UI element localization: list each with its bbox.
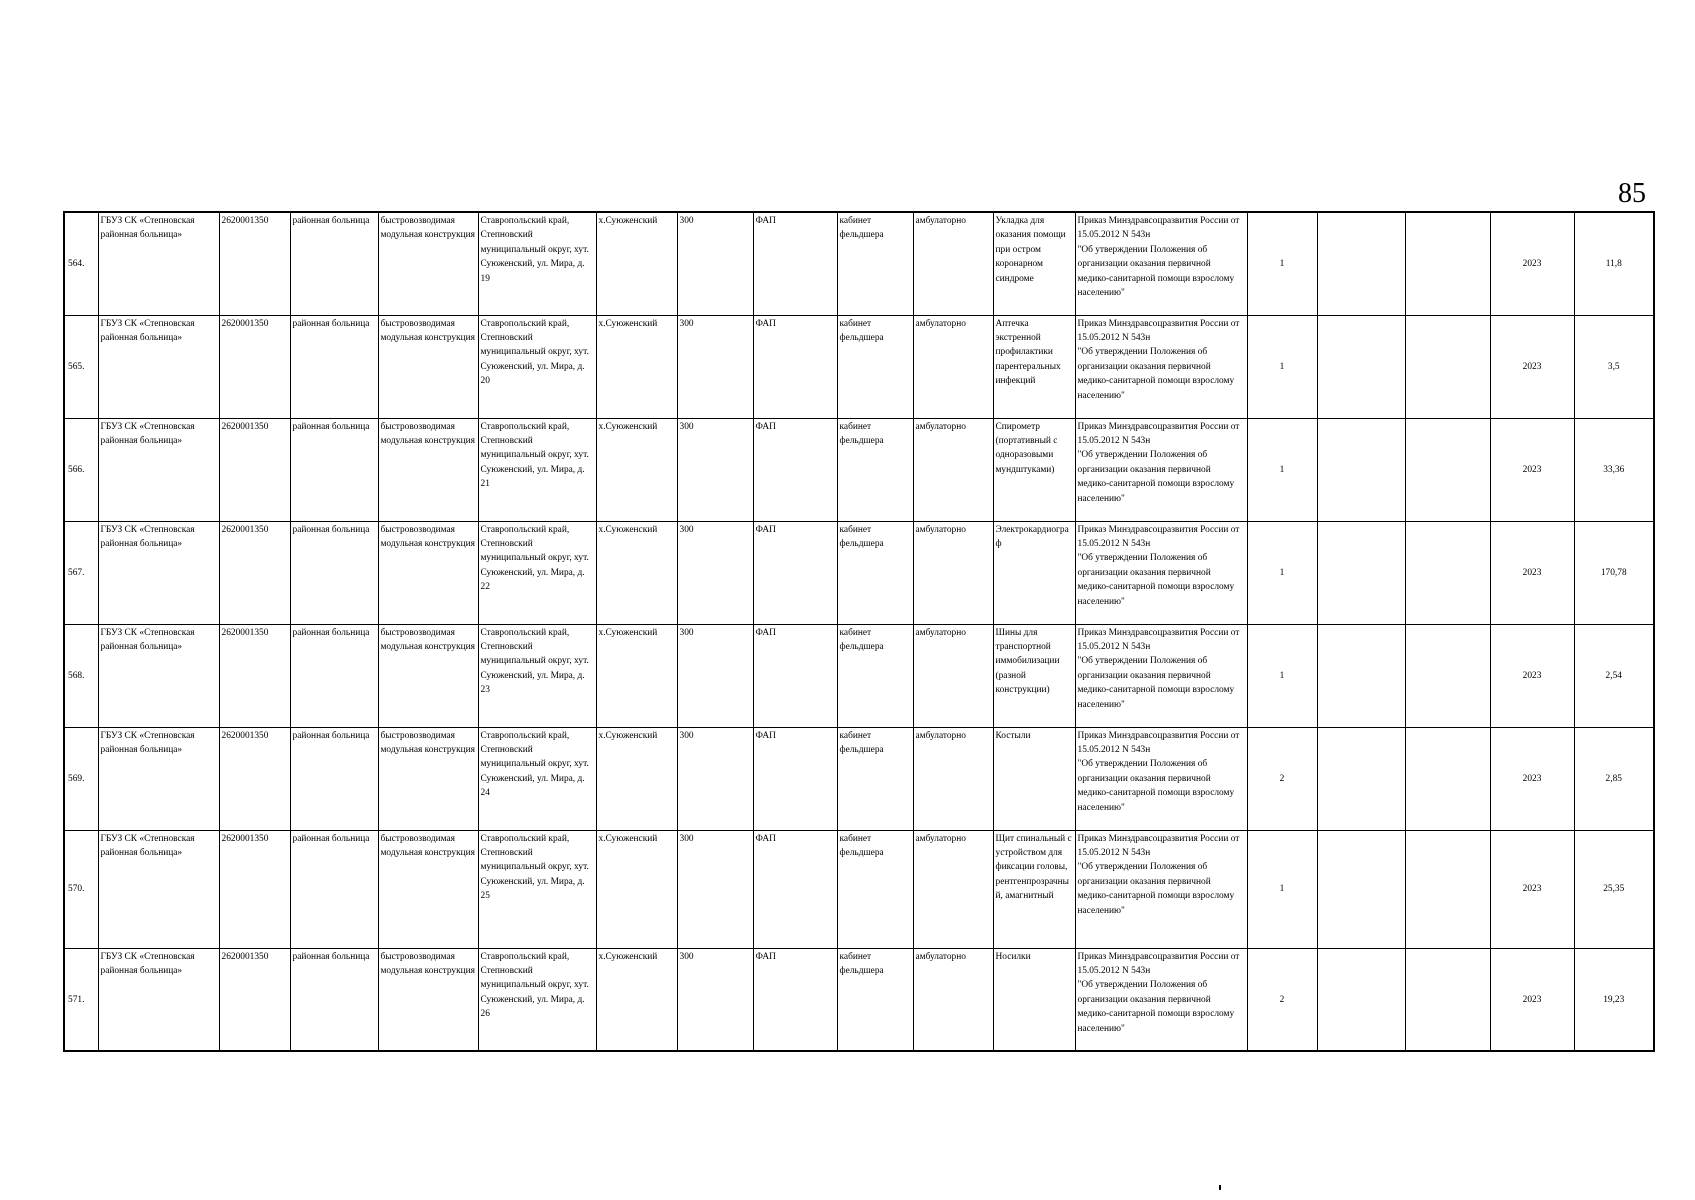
care-mode-cell: амбулаторно bbox=[913, 830, 993, 948]
settlement-cell: х.Суюженский bbox=[596, 830, 677, 948]
organization-code-cell: 2620001350 bbox=[219, 315, 290, 418]
unit-type-cell: ФАП bbox=[753, 727, 837, 830]
settlement-cell: х.Суюженский bbox=[596, 212, 677, 315]
empty-cell bbox=[1317, 418, 1405, 521]
building-type-cell: быстровозводимая модульная конструкция bbox=[378, 727, 478, 830]
unit-type-cell: ФАП bbox=[753, 315, 837, 418]
row-number-cell: 567. bbox=[64, 521, 98, 624]
empty-cell bbox=[1405, 521, 1490, 624]
organization-type-cell: районная больница bbox=[290, 727, 378, 830]
organization-code-cell: 2620001350 bbox=[219, 727, 290, 830]
care-mode-cell: амбулаторно bbox=[913, 624, 993, 727]
quantity-cell: 1 bbox=[1247, 212, 1317, 315]
table-row bbox=[64, 418, 1654, 521]
table-body bbox=[64, 212, 1654, 1051]
population-cell: 300 bbox=[677, 727, 753, 830]
row-number-cell: 568. bbox=[64, 624, 98, 727]
organization-type-cell: районная больница bbox=[290, 624, 378, 727]
table-row bbox=[64, 212, 1654, 315]
quantity-cell: 1 bbox=[1247, 830, 1317, 948]
year-cell: 2023 bbox=[1490, 521, 1574, 624]
address-cell: Ставропольский край, Степновский муниципальный округ, хут. Суюженский, ул. Мира, д. 26 bbox=[478, 948, 596, 1051]
address-cell: Ставропольский край, Степновский муниципальный округ, хут. Суюженский, ул. Мира, д. 24 bbox=[478, 727, 596, 830]
unit-type-cell: ФАП bbox=[753, 830, 837, 948]
settlement-cell: х.Суюженский bbox=[596, 418, 677, 521]
table-row bbox=[64, 948, 1654, 1051]
year-cell: 2023 bbox=[1490, 830, 1574, 948]
table-row bbox=[64, 624, 1654, 727]
equipment-cell: Костыли bbox=[993, 727, 1075, 830]
room-cell: кабинет фельдшера bbox=[837, 830, 913, 948]
equipment-cell: Носилки bbox=[993, 948, 1075, 1051]
address-cell: Ставропольский край, Степновский муниципальный округ, хут. Суюженский, ул. Мира, д. 20 bbox=[478, 315, 596, 418]
organization-code-cell: 2620001350 bbox=[219, 212, 290, 315]
organization-type-cell: районная больница bbox=[290, 521, 378, 624]
organization-code-cell: 2620001350 bbox=[219, 948, 290, 1051]
equipment-cell: Шины для транспортной иммобилизации (разной конструкции) bbox=[993, 624, 1075, 727]
equipment-cell: Щит спинальный с устройством для фиксации головы, рентгенпрозрачный, амагнитный bbox=[993, 830, 1075, 948]
organization-code-cell: 2620001350 bbox=[219, 521, 290, 624]
row-number-cell: 571. bbox=[64, 948, 98, 1051]
room-cell: кабинет фельдшера bbox=[837, 521, 913, 624]
building-type-cell: быстровозводимая модульная конструкция bbox=[378, 315, 478, 418]
empty-cell bbox=[1317, 624, 1405, 727]
building-type-cell: быстровозводимая модульная конструкция bbox=[378, 521, 478, 624]
regulation-cell: Приказ Минздравсоцразвития России от 15.05.2012 N 543н "Об утверждении Положения об организации оказания первичной медико-санитарной помощи взрослому населению" bbox=[1075, 624, 1247, 727]
quantity-cell: 1 bbox=[1247, 624, 1317, 727]
address-cell: Ставропольский край, Степновский муниципальный округ, хут. Суюженский, ул. Мира, д. 19 bbox=[478, 212, 596, 315]
regulation-cell: Приказ Минздравсоцразвития России от 15.05.2012 N 543н "Об утверждении Положения об организации оказания первичной медико-санитарной помощи взрослому населению" bbox=[1075, 315, 1247, 418]
room-cell: кабинет фельдшера bbox=[837, 315, 913, 418]
empty-cell bbox=[1317, 727, 1405, 830]
room-cell: кабинет фельдшера bbox=[837, 624, 913, 727]
unit-type-cell: ФАП bbox=[753, 418, 837, 521]
care-mode-cell: амбулаторно bbox=[913, 315, 993, 418]
page-number: 85 bbox=[1618, 178, 1646, 209]
table-row bbox=[64, 727, 1654, 830]
cost-cell: 25,35 bbox=[1574, 830, 1654, 948]
row-number-cell: 566. bbox=[64, 418, 98, 521]
population-cell: 300 bbox=[677, 830, 753, 948]
organization-type-cell: районная больница bbox=[290, 212, 378, 315]
quantity-cell: 1 bbox=[1247, 521, 1317, 624]
regulation-cell: Приказ Минздравсоцразвития России от 15.05.2012 N 543н "Об утверждении Положения об организации оказания первичной медико-санитарной помощи взрослому населению" bbox=[1075, 830, 1247, 948]
organization-cell: ГБУЗ СК «Степновская районная больница» bbox=[98, 830, 219, 948]
room-cell: кабинет фельдшера bbox=[837, 418, 913, 521]
room-cell: кабинет фельдшера bbox=[837, 727, 913, 830]
organization-cell: ГБУЗ СК «Степновская районная больница» bbox=[98, 521, 219, 624]
settlement-cell: х.Суюженский bbox=[596, 624, 677, 727]
year-cell: 2023 bbox=[1490, 624, 1574, 727]
empty-cell bbox=[1405, 624, 1490, 727]
year-cell: 2023 bbox=[1490, 418, 1574, 521]
population-cell: 300 bbox=[677, 948, 753, 1051]
organization-code-cell: 2620001350 bbox=[219, 418, 290, 521]
row-number-cell: 564. bbox=[64, 212, 98, 315]
empty-cell bbox=[1317, 212, 1405, 315]
empty-cell bbox=[1405, 315, 1490, 418]
population-cell: 300 bbox=[677, 521, 753, 624]
empty-cell bbox=[1317, 521, 1405, 624]
address-cell: Ставропольский край, Степновский муниципальный округ, хут. Суюженский, ул. Мира, д. 22 bbox=[478, 521, 596, 624]
address-cell: Ставропольский край, Степновский муниципальный округ, хут. Суюженский, ул. Мира, д. 23 bbox=[478, 624, 596, 727]
equipment-cell: Спирометр (портативный с одноразовыми мундштуками) bbox=[993, 418, 1075, 521]
address-cell: Ставропольский край, Степновский муниципальный округ, хут. Суюженский, ул. Мира, д. 21 bbox=[478, 418, 596, 521]
empty-cell bbox=[1405, 212, 1490, 315]
empty-cell bbox=[1317, 315, 1405, 418]
scan-artifact bbox=[1219, 1185, 1221, 1190]
year-cell: 2023 bbox=[1490, 315, 1574, 418]
empty-cell bbox=[1405, 830, 1490, 948]
cost-cell: 2,85 bbox=[1574, 727, 1654, 830]
settlement-cell: х.Суюженский bbox=[596, 948, 677, 1051]
year-cell: 2023 bbox=[1490, 212, 1574, 315]
year-cell: 2023 bbox=[1490, 948, 1574, 1051]
room-cell: кабинет фельдшера bbox=[837, 948, 913, 1051]
year-cell: 2023 bbox=[1490, 727, 1574, 830]
regulation-cell: Приказ Минздравсоцразвития России от 15.05.2012 N 543н "Об утверждении Положения об организации оказания первичной медико-санитарной помощи взрослому населению" bbox=[1075, 948, 1247, 1051]
unit-type-cell: ФАП bbox=[753, 948, 837, 1051]
organization-cell: ГБУЗ СК «Степновская районная больница» bbox=[98, 418, 219, 521]
organization-type-cell: районная больница bbox=[290, 418, 378, 521]
cost-cell: 2,54 bbox=[1574, 624, 1654, 727]
building-type-cell: быстровозводимая модульная конструкция bbox=[378, 830, 478, 948]
empty-cell bbox=[1317, 830, 1405, 948]
equipment-cell: Аптечка экстренной профилактики парентеральных инфекций bbox=[993, 315, 1075, 418]
organization-code-cell: 2620001350 bbox=[219, 624, 290, 727]
settlement-cell: х.Суюженский bbox=[596, 315, 677, 418]
regulation-cell: Приказ Минздравсоцразвития России от 15.05.2012 N 543н "Об утверждении Положения об организации оказания первичной медико-санитарной помощи взрослому населению" bbox=[1075, 727, 1247, 830]
regulation-cell: Приказ Минздравсоцразвития России от 15.05.2012 N 543н "Об утверждении Положения об организации оказания первичной медико-санитарной помощи взрослому населению" bbox=[1075, 521, 1247, 624]
address-cell: Ставропольский край, Степновский муниципальный округ, хут. Суюженский, ул. Мира, д. 25 bbox=[478, 830, 596, 948]
quantity-cell: 2 bbox=[1247, 727, 1317, 830]
population-cell: 300 bbox=[677, 212, 753, 315]
cost-cell: 170,78 bbox=[1574, 521, 1654, 624]
equipment-cell: Укладка для оказания помощи при остром коронарном синдроме bbox=[993, 212, 1075, 315]
organization-cell: ГБУЗ СК «Степновская районная больница» bbox=[98, 212, 219, 315]
care-mode-cell: амбулаторно bbox=[913, 212, 993, 315]
care-mode-cell: амбулаторно bbox=[913, 948, 993, 1051]
unit-type-cell: ФАП bbox=[753, 624, 837, 727]
settlement-cell: х.Суюженский bbox=[596, 521, 677, 624]
table-row bbox=[64, 521, 1654, 624]
empty-cell bbox=[1405, 727, 1490, 830]
cost-cell: 3,5 bbox=[1574, 315, 1654, 418]
regulation-cell: Приказ Минздравсоцразвития России от 15.05.2012 N 543н "Об утверждении Положения об организации оказания первичной медико-санитарной помощи взрослому населению" bbox=[1075, 418, 1247, 521]
building-type-cell: быстровозводимая модульная конструкция bbox=[378, 418, 478, 521]
empty-cell bbox=[1317, 948, 1405, 1051]
cost-cell: 19,23 bbox=[1574, 948, 1654, 1051]
building-type-cell: быстровозводимая модульная конструкция bbox=[378, 948, 478, 1051]
row-number-cell: 565. bbox=[64, 315, 98, 418]
unit-type-cell: ФАП bbox=[753, 212, 837, 315]
organization-cell: ГБУЗ СК «Степновская районная больница» bbox=[98, 315, 219, 418]
empty-cell bbox=[1405, 948, 1490, 1051]
quantity-cell: 2 bbox=[1247, 948, 1317, 1051]
settlement-cell: х.Суюженский bbox=[596, 727, 677, 830]
equipment-registry-table bbox=[63, 211, 1655, 1052]
organization-type-cell: районная больница bbox=[290, 315, 378, 418]
equipment-cell: Электрокардиограф bbox=[993, 521, 1075, 624]
organization-type-cell: районная больница bbox=[290, 948, 378, 1051]
care-mode-cell: амбулаторно bbox=[913, 727, 993, 830]
organization-cell: ГБУЗ СК «Степновская районная больница» bbox=[98, 624, 219, 727]
organization-code-cell: 2620001350 bbox=[219, 830, 290, 948]
organization-cell: ГБУЗ СК «Степновская районная больница» bbox=[98, 727, 219, 830]
row-number-cell: 569. bbox=[64, 727, 98, 830]
building-type-cell: быстровозводимая модульная конструкция bbox=[378, 212, 478, 315]
quantity-cell: 1 bbox=[1247, 315, 1317, 418]
population-cell: 300 bbox=[677, 315, 753, 418]
building-type-cell: быстровозводимая модульная конструкция bbox=[378, 624, 478, 727]
room-cell: кабинет фельдшера bbox=[837, 212, 913, 315]
cost-cell: 11,8 bbox=[1574, 212, 1654, 315]
empty-cell bbox=[1405, 418, 1490, 521]
cost-cell: 33,36 bbox=[1574, 418, 1654, 521]
table-row bbox=[64, 830, 1654, 948]
organization-cell: ГБУЗ СК «Степновская районная больница» bbox=[98, 948, 219, 1051]
table-row bbox=[64, 315, 1654, 418]
unit-type-cell: ФАП bbox=[753, 521, 837, 624]
row-number-cell: 570. bbox=[64, 830, 98, 948]
care-mode-cell: амбулаторно bbox=[913, 521, 993, 624]
quantity-cell: 1 bbox=[1247, 418, 1317, 521]
organization-type-cell: районная больница bbox=[290, 830, 378, 948]
care-mode-cell: амбулаторно bbox=[913, 418, 993, 521]
population-cell: 300 bbox=[677, 624, 753, 727]
regulation-cell: Приказ Минздравсоцразвития России от 15.05.2012 N 543н "Об утверждении Положения об организации оказания первичной медико-санитарной помощи взрослому населению" bbox=[1075, 212, 1247, 315]
population-cell: 300 bbox=[677, 418, 753, 521]
